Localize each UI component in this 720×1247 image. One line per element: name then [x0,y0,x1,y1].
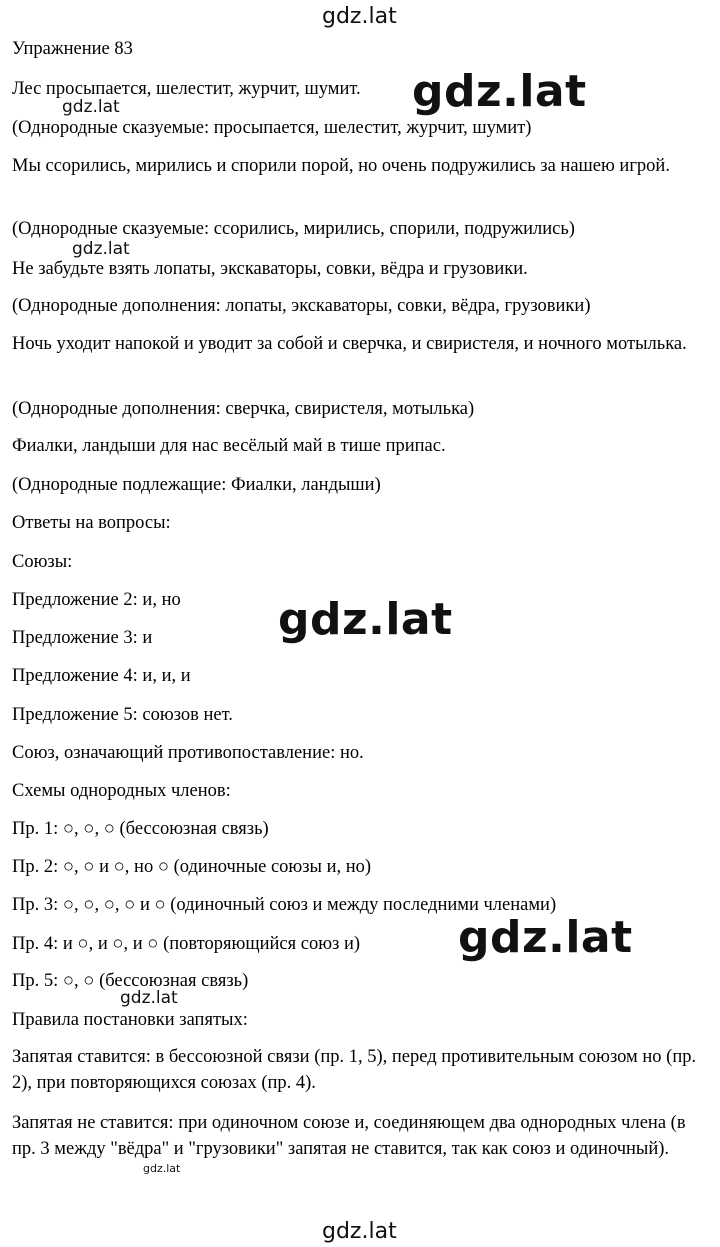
sentence-4-analysis: (Однородные дополнения: сверчка, свиристеля, мотылька) [12,399,475,419]
scheme-3: Пр. 3: ○, ○, ○, ○ и ○ (одиночный союз и между последними членами) [12,895,557,915]
scheme-4: Пр. 4: и ○, и ○, и ○ (повторяющийся союз и) [12,934,361,954]
sentence-3: Не забудьте взять лопаты, экскаваторы, совки, вёдра и грузовики. [12,259,528,279]
scheme-2: Пр. 2: ○, ○ и ○, но ○ (одиночные союзы и, но) [12,857,372,877]
comma-rule-not-placed: Запятая не ставится: при одиночном союзе и, соединяющем два однородных члена (в пр. 3 между "вёдра" и "грузовики" запятая не ставится, так как союз и одиночный). [12,1113,686,1159]
contrast-conjunction: Союз, означающий противопоставление: но. [12,743,364,763]
sentence-3-analysis: (Однородные дополнения: лопаты, экскаваторы, совки, вёдра, грузовики) [12,296,591,316]
sentence-5: Фиалки, ландыши для нас весёлый май в тише припас. [12,436,446,456]
sentence-5-analysis: (Однородные подлежащие: Фиалки, ландыши) [12,475,381,495]
watermark-bottom: gdz.lat [322,1219,397,1244]
comma-rule-placed: Запятая ставится: в бессоюзной связи (пр. 1, 5), перед противительным союзом но (пр. 2), при повторяющихся союзах (пр. 4). [12,1047,697,1093]
scheme-5: Пр. 5: ○, ○ (бессоюзная связь) [12,971,249,991]
comma-rules-heading: Правила постановки запятых: [12,1010,248,1030]
sentence-4: Ночь уходит напокой и уводит за собой и сверчка, и свиристеля, и ночного мотылька. [12,334,687,354]
sentence-1-analysis: (Однородные сказуемые: просыпается, шелестит, журчит, шумит) [12,118,532,138]
watermark-large: gdz.lat [278,594,453,645]
conjunctions-sentence-5: Предложение 5: союзов нет. [12,705,233,725]
watermark-small: gdz.lat [62,97,120,117]
watermark-tiny: gdz.lat [143,1162,181,1175]
conjunctions-sentence-2: Предложение 2: и, но [12,590,181,610]
watermark-small: gdz.lat [72,239,130,259]
watermark-large: gdz.lat [458,912,633,963]
scheme-1: Пр. 1: ○, ○, ○ (бессоюзная связь) [12,819,269,839]
watermark-small: gdz.lat [120,988,178,1008]
exercise-title: Упражнение 83 [12,39,133,59]
watermark-large: gdz.lat [412,66,587,117]
answers-heading: Ответы на вопросы: [12,513,171,533]
schemes-heading: Схемы однородных членов: [12,781,231,801]
watermark-top: gdz.lat [322,4,397,29]
sentence-1: Лес просыпается, шелестит, журчит, шумит. [12,79,361,99]
conjunctions-heading: Союзы: [12,552,73,572]
conjunctions-sentence-3: Предложение 3: и [12,628,153,648]
sentence-2-analysis: (Однородные сказуемые: ссорились, мирились, спорили, подружились) [12,219,575,239]
conjunctions-sentence-4: Предложение 4: и, и, и [12,666,191,686]
sentence-2: Мы ссорились, мирились и спорили порой, но очень подружились за нашею игрой. [12,156,670,176]
